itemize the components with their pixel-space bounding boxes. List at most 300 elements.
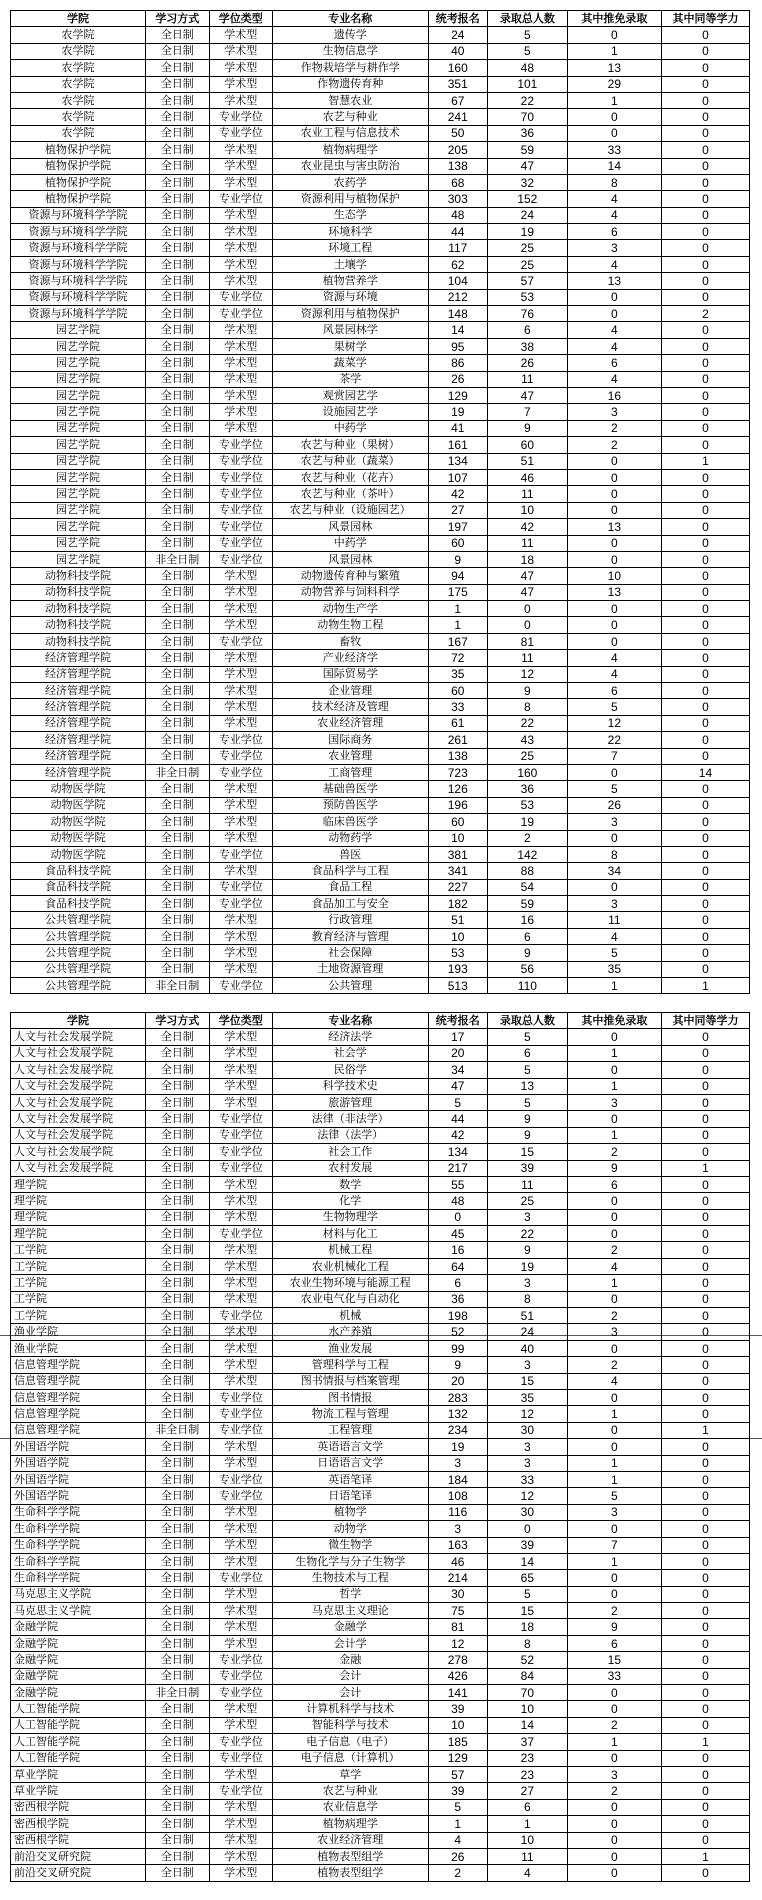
cell-college: 人工智能学院: [11, 1750, 146, 1766]
table-row: [11, 1619, 750, 1635]
cell-college: 人文与社会发展学院: [11, 1045, 146, 1061]
cell-study-mode: 全日制: [146, 1586, 209, 1602]
table-row: [11, 1193, 750, 1209]
cell-equivalent-admitted: 0: [661, 1783, 749, 1799]
cell-major: 企业管理: [273, 683, 429, 699]
cell-total-admitted: 4: [487, 1865, 567, 1881]
cell-exempt-admitted: 0: [567, 1389, 661, 1405]
cell-exempt-admitted: 0: [567, 1832, 661, 1848]
cell-degree-type: 学术型: [209, 683, 272, 699]
cell-equivalent-admitted: 0: [661, 863, 749, 879]
table-row: [11, 469, 750, 485]
cell-equivalent-admitted: 0: [661, 191, 749, 207]
cell-exempt-admitted: 0: [567, 125, 661, 141]
table-row: [11, 1586, 750, 1602]
cell-college: 草业学院: [11, 1783, 146, 1799]
table-row: [11, 256, 750, 272]
cell-applicants: 99: [428, 1340, 487, 1356]
cell-exempt-admitted: 0: [567, 617, 661, 633]
cell-applicants: 51: [428, 912, 487, 928]
cell-exempt-admitted: 0: [567, 1439, 661, 1455]
cell-total-admitted: 60: [487, 437, 567, 453]
cell-equivalent-admitted: 0: [661, 1668, 749, 1684]
cell-equivalent-admitted: 0: [661, 158, 749, 174]
cell-total-admitted: 6: [487, 322, 567, 338]
cell-degree-type: 学术型: [209, 1275, 272, 1291]
cell-degree-type: 学术型: [209, 1176, 272, 1192]
cell-exempt-admitted: 0: [567, 1111, 661, 1127]
cell-total-admitted: 47: [487, 387, 567, 403]
cell-degree-type: 专业学位: [209, 879, 272, 895]
cell-equivalent-admitted: 2: [661, 306, 749, 322]
cell-college: 外国语学院: [11, 1439, 146, 1455]
cell-degree-type: 专业学位: [209, 1144, 272, 1160]
cell-degree-type: 学术型: [209, 174, 272, 190]
cell-total-admitted: 5: [487, 1586, 567, 1602]
cell-applicants: 68: [428, 174, 487, 190]
cell-applicants: 126: [428, 781, 487, 797]
cell-total-admitted: 2: [487, 830, 567, 846]
cell-major: 金融学: [273, 1619, 429, 1635]
cell-exempt-admitted: 3: [567, 1094, 661, 1110]
cell-equivalent-admitted: 0: [661, 1603, 749, 1619]
cell-college: 资源与环境科学学院: [11, 207, 146, 223]
cell-total-admitted: 25: [487, 240, 567, 256]
cell-study-mode: 全日制: [146, 1455, 209, 1471]
cell-degree-type: 学术型: [209, 60, 272, 76]
cell-applicants: 64: [428, 1258, 487, 1274]
cell-exempt-admitted: 2: [567, 437, 661, 453]
cell-applicants: 10: [428, 830, 487, 846]
table-row: [11, 797, 750, 813]
column-header-exempt-admitted: 其中推免录取: [567, 11, 661, 27]
cell-study-mode: 全日制: [146, 715, 209, 731]
cell-degree-type: 学术型: [209, 1029, 272, 1045]
cell-study-mode: 全日制: [146, 191, 209, 207]
cell-degree-type: 学术型: [209, 814, 272, 830]
cell-applicants: 6: [428, 1275, 487, 1291]
cell-study-mode: 全日制: [146, 92, 209, 108]
cell-degree-type: 学术型: [209, 1635, 272, 1651]
cell-major: 风景园林学: [273, 322, 429, 338]
cell-equivalent-admitted: 0: [661, 437, 749, 453]
column-header-study-mode: 学习方式: [146, 11, 209, 27]
cell-exempt-admitted: 0: [567, 830, 661, 846]
cell-exempt-admitted: 0: [567, 1209, 661, 1225]
cell-study-mode: 非全日制: [146, 551, 209, 567]
cell-exempt-admitted: 5: [567, 699, 661, 715]
cell-total-admitted: 23: [487, 1750, 567, 1766]
cell-exempt-admitted: 2: [567, 1308, 661, 1324]
column-header-major: 专业名称: [273, 1013, 429, 1029]
table-row: [11, 322, 750, 338]
cell-applicants: 44: [428, 224, 487, 240]
cell-college: 渔业学院: [11, 1340, 146, 1356]
cell-applicants: 61: [428, 715, 487, 731]
cell-degree-type: 学术型: [209, 568, 272, 584]
cell-study-mode: 全日制: [146, 928, 209, 944]
cell-major: 教育经济与管理: [273, 928, 429, 944]
cell-college: 人工智能学院: [11, 1701, 146, 1717]
cell-exempt-admitted: 3: [567, 1504, 661, 1520]
cell-exempt-admitted: 0: [567, 601, 661, 617]
cell-equivalent-admitted: 0: [661, 633, 749, 649]
cell-major: 预防兽医学: [273, 797, 429, 813]
cell-exempt-admitted: 2: [567, 1603, 661, 1619]
cell-degree-type: 学术型: [209, 666, 272, 682]
cell-study-mode: 全日制: [146, 1242, 209, 1258]
cell-applicants: 55: [428, 1176, 487, 1192]
cell-degree-type: 专业学位: [209, 1226, 272, 1242]
cell-equivalent-admitted: 0: [661, 142, 749, 158]
cell-applicants: 138: [428, 748, 487, 764]
cell-college: 人工智能学院: [11, 1717, 146, 1733]
cell-exempt-admitted: 3: [567, 1324, 661, 1340]
cell-exempt-admitted: 3: [567, 1766, 661, 1782]
cell-college: 人文与社会发展学院: [11, 1127, 146, 1143]
cell-major: 日语语言文学: [273, 1455, 429, 1471]
cell-total-admitted: 13: [487, 1078, 567, 1094]
cell-exempt-admitted: 0: [567, 469, 661, 485]
cell-college: 工学院: [11, 1291, 146, 1307]
cell-total-admitted: 19: [487, 1258, 567, 1274]
cell-total-admitted: 15: [487, 1603, 567, 1619]
cell-study-mode: 全日制: [146, 1848, 209, 1864]
cell-exempt-admitted: 0: [567, 1816, 661, 1832]
cell-exempt-admitted: 14: [567, 158, 661, 174]
cell-applicants: 182: [428, 896, 487, 912]
table-row: [11, 60, 750, 76]
cell-major: 农业昆虫与害虫防治: [273, 158, 429, 174]
cell-degree-type: 专业学位: [209, 1652, 272, 1668]
cell-college: 园艺学院: [11, 469, 146, 485]
cell-study-mode: 全日制: [146, 1357, 209, 1373]
cell-applicants: 104: [428, 273, 487, 289]
cell-applicants: 17: [428, 1029, 487, 1045]
table-row: [11, 404, 750, 420]
cell-study-mode: 全日制: [146, 601, 209, 617]
cell-total-admitted: 65: [487, 1570, 567, 1586]
table-row: [11, 142, 750, 158]
cell-exempt-admitted: 6: [567, 1635, 661, 1651]
cell-applicants: 196: [428, 797, 487, 813]
cell-study-mode: 全日制: [146, 387, 209, 403]
cell-exempt-admitted: 3: [567, 404, 661, 420]
cell-college: 金融学院: [11, 1685, 146, 1701]
cell-major: 智能科学与技术: [273, 1717, 429, 1733]
cell-college: 人文与社会发展学院: [11, 1094, 146, 1110]
cell-total-admitted: 54: [487, 879, 567, 895]
cell-study-mode: 全日制: [146, 633, 209, 649]
cell-major: 民俗学: [273, 1062, 429, 1078]
cell-degree-type: 专业学位: [209, 1406, 272, 1422]
cell-degree-type: 专业学位: [209, 437, 272, 453]
cell-total-admitted: 88: [487, 863, 567, 879]
cell-applicants: 26: [428, 1848, 487, 1864]
table-row: [11, 617, 750, 633]
table-row: [11, 1832, 750, 1848]
table-row: [11, 601, 750, 617]
cell-applicants: 9: [428, 551, 487, 567]
cell-college: 动物医学院: [11, 830, 146, 846]
cell-degree-type: 学术型: [209, 601, 272, 617]
cell-equivalent-admitted: 0: [661, 1045, 749, 1061]
cell-exempt-admitted: 0: [567, 1291, 661, 1307]
cell-college: 人文与社会发展学院: [11, 1144, 146, 1160]
cell-total-admitted: 9: [487, 1111, 567, 1127]
cell-applicants: 1: [428, 601, 487, 617]
cell-major: 水产养殖: [273, 1324, 429, 1340]
cell-study-mode: 非全日制: [146, 1685, 209, 1701]
cell-study-mode: 全日制: [146, 289, 209, 305]
cell-major: 金融: [273, 1652, 429, 1668]
cell-degree-type: 专业学位: [209, 191, 272, 207]
cell-equivalent-admitted: 0: [661, 699, 749, 715]
cell-equivalent-admitted: 0: [661, 256, 749, 272]
cell-college: 密西根学院: [11, 1799, 146, 1815]
cell-degree-type: 专业学位: [209, 764, 272, 780]
table-row: [11, 1603, 750, 1619]
cell-total-admitted: 6: [487, 1045, 567, 1061]
cell-college: 园艺学院: [11, 355, 146, 371]
column-header-applicants: 统考报名: [428, 1013, 487, 1029]
cell-applicants: 167: [428, 633, 487, 649]
cell-exempt-admitted: 2: [567, 420, 661, 436]
cell-applicants: 60: [428, 814, 487, 830]
table-row: [11, 125, 750, 141]
cell-exempt-admitted: 4: [567, 338, 661, 354]
cell-study-mode: 全日制: [146, 1389, 209, 1405]
cell-major: 植物表型组学: [273, 1865, 429, 1881]
cell-total-admitted: 12: [487, 666, 567, 682]
cell-major: 会计: [273, 1668, 429, 1684]
cell-total-admitted: 51: [487, 1308, 567, 1324]
cell-total-admitted: 22: [487, 715, 567, 731]
cell-major: 工程管理: [273, 1422, 429, 1438]
column-header-college: 学院: [11, 11, 146, 27]
cell-total-admitted: 24: [487, 1324, 567, 1340]
cell-applicants: 193: [428, 961, 487, 977]
cell-exempt-admitted: 5: [567, 1488, 661, 1504]
cell-major: 农业经济管理: [273, 1832, 429, 1848]
cell-study-mode: 全日制: [146, 142, 209, 158]
cell-study-mode: 全日制: [146, 338, 209, 354]
cell-total-admitted: 15: [487, 1373, 567, 1389]
cell-degree-type: 专业学位: [209, 109, 272, 125]
cell-exempt-admitted: 7: [567, 1537, 661, 1553]
cell-applicants: 34: [428, 1062, 487, 1078]
cell-study-mode: 全日制: [146, 1160, 209, 1176]
cell-major: 行政管理: [273, 912, 429, 928]
cell-study-mode: 全日制: [146, 1111, 209, 1127]
cell-equivalent-admitted: 0: [661, 1308, 749, 1324]
cell-total-admitted: 47: [487, 584, 567, 600]
cell-degree-type: 专业学位: [209, 289, 272, 305]
cell-applicants: 3: [428, 1521, 487, 1537]
cell-degree-type: 学术型: [209, 797, 272, 813]
cell-major: 环境科学: [273, 224, 429, 240]
cell-college: 园艺学院: [11, 420, 146, 436]
cell-exempt-admitted: 4: [567, 1258, 661, 1274]
cell-study-mode: 全日制: [146, 273, 209, 289]
cell-equivalent-admitted: 0: [661, 125, 749, 141]
cell-college: 工学院: [11, 1308, 146, 1324]
cell-study-mode: 全日制: [146, 371, 209, 387]
cell-total-admitted: 11: [487, 650, 567, 666]
cell-degree-type: 学术型: [209, 1258, 272, 1274]
cell-total-admitted: 35: [487, 1389, 567, 1405]
cell-equivalent-admitted: 0: [661, 797, 749, 813]
cell-degree-type: 学术型: [209, 142, 272, 158]
cell-study-mode: 全日制: [146, 1324, 209, 1340]
cell-major: 植物病理学: [273, 142, 429, 158]
cell-major: 马克思主义理论: [273, 1603, 429, 1619]
cell-total-admitted: 9: [487, 1127, 567, 1143]
cell-exempt-admitted: 0: [567, 1848, 661, 1864]
column-header-total-admitted: 录取总人数: [487, 1013, 567, 1029]
cell-major: 农艺与种业（果树）: [273, 437, 429, 453]
cell-exempt-admitted: 13: [567, 273, 661, 289]
cell-degree-type: 学术型: [209, 584, 272, 600]
cell-degree-type: 学术型: [209, 1504, 272, 1520]
cell-exempt-admitted: 2: [567, 1144, 661, 1160]
cell-college: 植物保护学院: [11, 174, 146, 190]
cell-total-admitted: 5: [487, 1029, 567, 1045]
table-row: [11, 1029, 750, 1045]
cell-college: 园艺学院: [11, 486, 146, 502]
cell-degree-type: 专业学位: [209, 1308, 272, 1324]
cell-total-admitted: 25: [487, 256, 567, 272]
cell-exempt-admitted: 35: [567, 961, 661, 977]
cell-total-admitted: 3: [487, 1455, 567, 1471]
cell-major: 农业管理: [273, 748, 429, 764]
cell-equivalent-admitted: 0: [661, 1094, 749, 1110]
cell-college: 园艺学院: [11, 371, 146, 387]
cell-degree-type: 专业学位: [209, 1734, 272, 1750]
cell-degree-type: 学术型: [209, 617, 272, 633]
cell-degree-type: 学术型: [209, 863, 272, 879]
table-row: [11, 1275, 750, 1291]
cell-major: 基础兽医学: [273, 781, 429, 797]
cell-major: 法律（法学）: [273, 1127, 429, 1143]
cell-major: 物流工程与管理: [273, 1406, 429, 1422]
cell-exempt-admitted: 26: [567, 797, 661, 813]
cell-college: 动物医学院: [11, 781, 146, 797]
cell-equivalent-admitted: 0: [661, 814, 749, 830]
cell-study-mode: 全日制: [146, 453, 209, 469]
cell-college: 经济管理学院: [11, 715, 146, 731]
cell-degree-type: 学术型: [209, 1799, 272, 1815]
cell-major: 动物生物工程: [273, 617, 429, 633]
cell-study-mode: 全日制: [146, 1570, 209, 1586]
table-row: [11, 830, 750, 846]
cell-equivalent-admitted: 0: [661, 338, 749, 354]
cell-college: 动物医学院: [11, 814, 146, 830]
cell-study-mode: 全日制: [146, 43, 209, 59]
cell-equivalent-admitted: 0: [661, 1357, 749, 1373]
cell-total-admitted: 152: [487, 191, 567, 207]
cell-major: 英语语言文学: [273, 1439, 429, 1455]
cell-exempt-admitted: 6: [567, 355, 661, 371]
cell-study-mode: 全日制: [146, 568, 209, 584]
cell-total-admitted: 42: [487, 519, 567, 535]
cell-applicants: 41: [428, 420, 487, 436]
cell-total-admitted: 37: [487, 1734, 567, 1750]
cell-applicants: 39: [428, 1701, 487, 1717]
cell-degree-type: 学术型: [209, 1537, 272, 1553]
table-row: [11, 1160, 750, 1176]
cell-equivalent-admitted: 0: [661, 650, 749, 666]
column-header-college: 学院: [11, 1013, 146, 1029]
column-header-equivalent-admitted: 其中同等学力: [661, 11, 749, 27]
cell-applicants: 184: [428, 1471, 487, 1487]
cell-college: 工学院: [11, 1242, 146, 1258]
table-row: [11, 732, 750, 748]
cell-total-admitted: 10: [487, 502, 567, 518]
cell-exempt-admitted: 1: [567, 1455, 661, 1471]
cell-major: 农业机械化工程: [273, 1258, 429, 1274]
cell-college: 动物医学院: [11, 846, 146, 862]
cell-major: 产业经济学: [273, 650, 429, 666]
cell-exempt-admitted: 9: [567, 1619, 661, 1635]
table-row: [11, 928, 750, 944]
cell-exempt-admitted: 4: [567, 928, 661, 944]
cell-exempt-admitted: 0: [567, 633, 661, 649]
cell-applicants: 341: [428, 863, 487, 879]
cell-college: 人文与社会发展学院: [11, 1029, 146, 1045]
cell-exempt-admitted: 0: [567, 1422, 661, 1438]
cell-equivalent-admitted: 0: [661, 879, 749, 895]
cell-major: 农业经济管理: [273, 715, 429, 731]
cell-equivalent-admitted: 1: [661, 453, 749, 469]
cell-equivalent-admitted: 0: [661, 846, 749, 862]
cell-exempt-admitted: 0: [567, 1701, 661, 1717]
table-row: [11, 158, 750, 174]
cell-college: 经济管理学院: [11, 764, 146, 780]
cell-degree-type: 专业学位: [209, 502, 272, 518]
cell-degree-type: 学术型: [209, 781, 272, 797]
cell-applicants: 30: [428, 1586, 487, 1602]
cell-applicants: 5: [428, 1799, 487, 1815]
cell-equivalent-admitted: 0: [661, 1471, 749, 1487]
cell-applicants: 47: [428, 1078, 487, 1094]
cell-major: 农业生物环境与能源工程: [273, 1275, 429, 1291]
cell-major: 植物营养学: [273, 273, 429, 289]
cell-total-admitted: 38: [487, 338, 567, 354]
cell-total-admitted: 16: [487, 912, 567, 928]
cell-study-mode: 全日制: [146, 1750, 209, 1766]
cell-equivalent-admitted: 0: [661, 469, 749, 485]
cell-total-admitted: 160: [487, 764, 567, 780]
cell-total-admitted: 9: [487, 420, 567, 436]
cell-equivalent-admitted: 0: [661, 355, 749, 371]
cell-total-admitted: 5: [487, 1094, 567, 1110]
cell-equivalent-admitted: 1: [661, 1848, 749, 1864]
cell-applicants: 227: [428, 879, 487, 895]
cell-total-admitted: 10: [487, 1832, 567, 1848]
cell-equivalent-admitted: 0: [661, 1078, 749, 1094]
cell-college: 外国语学院: [11, 1471, 146, 1487]
cell-exempt-admitted: 1: [567, 1471, 661, 1487]
cell-study-mode: 全日制: [146, 1816, 209, 1832]
cell-study-mode: 全日制: [146, 1766, 209, 1782]
cell-study-mode: 全日制: [146, 666, 209, 682]
cell-major: 食品工程: [273, 879, 429, 895]
cell-college: 园艺学院: [11, 437, 146, 453]
cell-study-mode: 全日制: [146, 1308, 209, 1324]
cell-study-mode: 全日制: [146, 306, 209, 322]
cell-study-mode: 全日制: [146, 945, 209, 961]
